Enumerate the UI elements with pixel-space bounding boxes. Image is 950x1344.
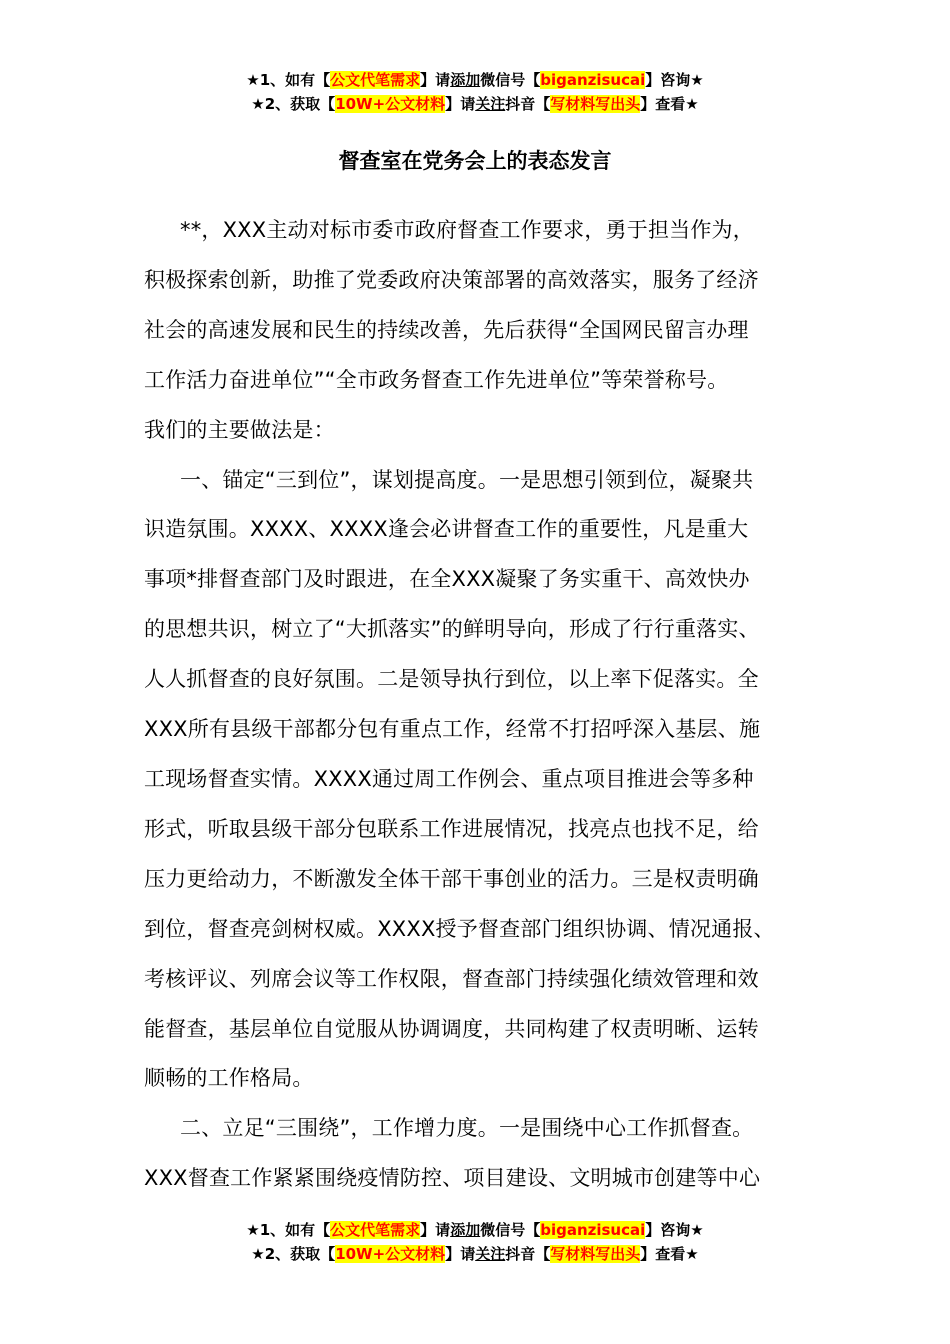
banner-highlight: 写材料写出头 [550, 95, 641, 113]
header-line-2 [0, 92, 950, 116]
banner-underline: 关注 [475, 95, 506, 113]
banner-text: 】咨询★ [645, 1221, 704, 1239]
header-line-1 [0, 68, 950, 92]
body-line: 我们的主要做法是： [144, 417, 335, 442]
body-line: 工现场督查实情。XXXX通过周工作例会、重点项目推进会等多种 [144, 766, 754, 791]
banner-highlight: 公文代笔需求 [330, 71, 421, 89]
banner-text: ★1、如有【 [246, 71, 331, 89]
banner-text: 】咨询★ [645, 71, 704, 89]
banner-underline: 添加 [450, 1221, 481, 1239]
body-line: 一、锚定“三到位”，谋划提高度。一是思想引领到位，凝聚共 [180, 467, 754, 492]
body-line: 事项*排督查部门及时跟进，在全XXX凝聚了务实重干、高效快办 [144, 567, 750, 592]
body-line: 工作活力奋进单位”“全市政务督查工作先进单位”等荣誉称号。 [144, 367, 729, 392]
banner-highlight: biganzisucai [540, 71, 646, 89]
body-line: 顺畅的工作格局。 [144, 1066, 314, 1091]
banner-text: ★1、如有【 [246, 1221, 331, 1239]
banner-text: 微信号【 [480, 71, 541, 89]
body-line: 压力更给动力，不断激发全体干部干事创业的活力。三是权责明确 [144, 866, 759, 891]
banner-highlight: 公文代笔需求 [330, 1221, 421, 1239]
document-title: 督查室在党务会上的表态发言 [338, 149, 612, 173]
banner-text: 】请 [445, 1245, 476, 1263]
header-banner [0, 68, 950, 116]
body-line: 积极探索创新，助推了党委政府决策部署的高效落实，服务了经济 [144, 267, 759, 292]
body-line: XXX督查工作紧紧围绕疫情防控、项目建设、文明城市创建等中心 [144, 1166, 761, 1191]
banner-text: 】请 [420, 71, 451, 89]
banner-text: 】请 [420, 1221, 451, 1239]
banner-highlight: biganzisucai [540, 1221, 646, 1239]
body-line: 人人抓督查的良好氛围。二是领导执行到位，以上率下促落实。全 [144, 667, 759, 692]
body-line: 考核评议、列席会议等工作权限，督查部门持续强化绩效管理和效 [144, 966, 759, 991]
banner-highlight: 写材料写出头 [550, 1245, 641, 1263]
banner-highlight: 10W+公文材料 [335, 1245, 446, 1263]
footer-line-1 [0, 1218, 950, 1242]
document-body [144, 206, 806, 1204]
body-line: 到位，督查亮剑树权威。XXXX授予督查部门组织协调、情况通报、 [144, 916, 775, 941]
body-line: 社会的高速发展和民生的持续改善，先后获得“全国网民留言办理 [144, 317, 749, 342]
body-line: 形式，听取县级干部分包联系工作进展情况，找亮点也找不足，给 [144, 816, 759, 841]
body-line: XXX所有县级干部都分包有重点工作，经常不打招呼深入基层、施 [144, 717, 761, 742]
body-line: 二、立足“三围绕”，工作增力度。一是围绕中心工作抓督查。 [180, 1116, 754, 1141]
banner-underline: 添加 [450, 71, 481, 89]
banner-text: 抖音【 [505, 1245, 551, 1263]
banner-text: 】请 [445, 95, 476, 113]
banner-text: ★2、获取【 [251, 1245, 336, 1263]
banner-highlight: 10W+公文材料 [335, 95, 446, 113]
banner-text: 微信号【 [480, 1221, 541, 1239]
body-line: 的思想共识，树立了“大抓落实”的鲜明导向，形成了行行重落实、 [144, 617, 760, 642]
banner-text: 】查看★ [640, 1245, 699, 1263]
body-line: **，XXX主动对标市委市政府督查工作要求，勇于担当作为， [180, 218, 754, 242]
banner-text: 】查看★ [640, 95, 699, 113]
footer-banner [0, 1218, 950, 1266]
footer-line-2 [0, 1242, 950, 1266]
body-line: 识造氛围。XXXX、XXXX逢会必讲督查工作的重要性，凡是重大 [144, 517, 749, 542]
banner-underline: 关注 [475, 1245, 506, 1263]
body-line: 能督查，基层单位自觉服从协调调度，共同构建了权责明晰、运转 [144, 1016, 759, 1041]
banner-text: 抖音【 [505, 95, 551, 113]
banner-text: ★2、获取【 [251, 95, 336, 113]
